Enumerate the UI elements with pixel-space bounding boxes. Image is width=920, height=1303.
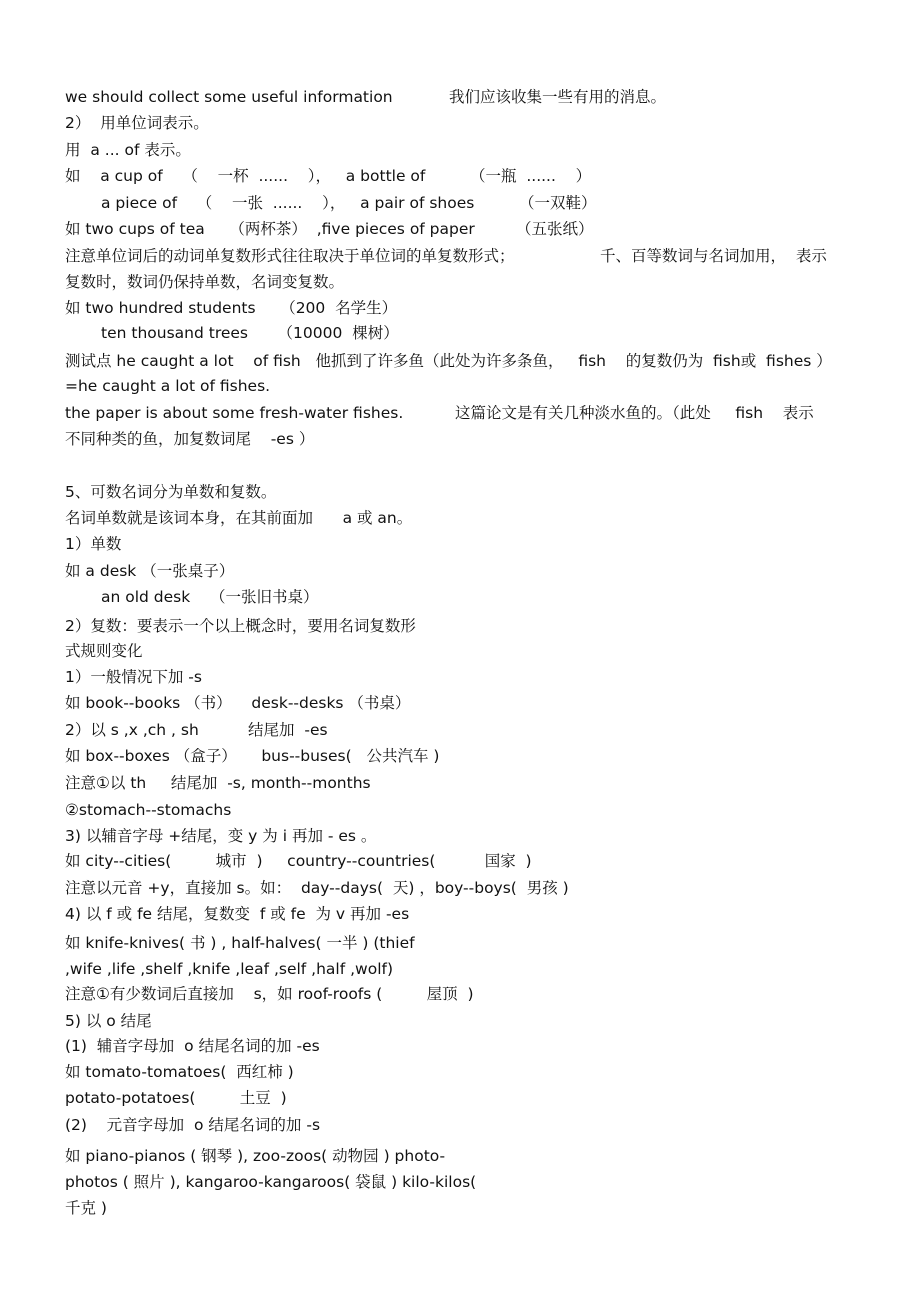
example-line: 如 piano-pianos ( 钢琴 ), zoo-zoos( 动物园 ) photo- — [65, 1147, 446, 1165]
rule-line: 3) 以辅音字母 +结尾，变 y 为 i 再加 - es 。 — [65, 827, 377, 845]
example-line-pieces-translation: （五张纸） — [516, 220, 594, 238]
note-line: 注意①以 th 结尾加 -s, month--months — [65, 774, 371, 792]
example-line: 如 knife-knives( 书 ) , half-halves( 一半 ) (thief — [65, 934, 415, 952]
rule-line: 4) 以 f 或 fe 结尾，复数变 f 或 fe 为 v 再加 -es — [65, 905, 410, 923]
example-line-pair-translation: （一双鞋） — [519, 194, 597, 212]
subheading-plural: 2）复数：要表示一个以上概念时，要用名词复数形 — [65, 617, 416, 635]
section-heading-unit-words: 2） 用单位词表示。 — [65, 114, 209, 132]
rule-line: 5) 以 o 结尾 — [65, 1012, 152, 1030]
subheading-singular: 1）单数 — [65, 535, 122, 553]
example-line-cups-pieces: 如 two cups of tea （两杯茶） ,five pieces of paper — [65, 220, 475, 238]
example-line-paper-2: 不同种类的鱼，加复数词尾 -es ） — [65, 430, 315, 448]
example-line-thousand: ten thousand trees （10000 棵树） — [101, 324, 399, 342]
example-line: potato-potatoes( 土豆 ) — [65, 1089, 287, 1107]
section-heading-countable: 5、可数名词分为单数和复数。 — [65, 483, 277, 501]
example-line: ,wife ,life ,shelf ,knife ,leaf ,self ,half ,wolf) — [65, 960, 394, 978]
example-line-paper: the paper is about some fresh-water fishes. — [65, 404, 404, 422]
example-line-bottle-translation: （一瓶 ...... ） — [470, 167, 592, 185]
note-line-unit-words: 注意单位词后的动词单复数形式往往取决于单位词的单复数形式； — [65, 247, 515, 265]
text-line: 用 a ... of 表示。 — [65, 141, 191, 159]
example-line: 如 box--boxes （盒子） bus--buses( 公共汽车 ) — [65, 747, 440, 765]
text-line-useful-info-translation — [449, 87, 666, 107]
rule-line: (1) 辅音字母加 o 结尾名词的加 -es — [65, 1037, 320, 1055]
rule-line: 2）以 s ,x ,ch , sh 结尾加 -es — [65, 721, 328, 739]
note-line: ②stomach--stomachs — [65, 801, 232, 819]
test-point-line-2: =he caught a lot of fishes. — [65, 377, 271, 395]
text-line: 式规则变化 — [65, 642, 143, 660]
example-line: 如 book--books （书） desk--desks （书桌） — [65, 694, 411, 712]
note-line-plural: 复数时，数词仍保持单数，名词变复数。 — [65, 273, 345, 291]
rule-line: 1）一般情况下加 -s — [65, 668, 202, 686]
note-line: 注意以元音 +y，直接加 s。如： day--days( 天) ，boy--boys( 男孩 ) — [65, 879, 569, 897]
line-chinese: 我们应该收集一些有用的消息。 — [449, 88, 667, 106]
example-line-cup-bottle: 如 a cup of （ 一杯 ...... ）， a bottle of — [65, 167, 426, 185]
example-line: 如 tomato-tomatoes( 西红柿 ) — [65, 1063, 294, 1081]
line-english: we should collect some useful information — [65, 88, 393, 106]
rule-line: (2) 元音字母加 o 结尾名词的加 -s — [65, 1116, 321, 1134]
test-point-line: 测试点 he caught a lot of fish 他抓到了许多鱼（此处为许多条鱼， fish 的复数仍为 fish或 fishes ） — [65, 352, 832, 370]
example-line: 如 city--cities( 城市 ) country--countries( 国家 ) — [65, 852, 532, 870]
example-line-paper-translation: 这篇论文是有关几种淡水鱼的。（此处 fish 表示 — [455, 404, 814, 422]
example-line: 千克 ) — [65, 1199, 107, 1217]
example-line-hundred: 如 two hundred students （200 名学生） — [65, 299, 398, 317]
example-line: an old desk （一张旧书桌） — [101, 588, 319, 606]
note-line: 注意①有少数词后直接加 s，如 roof-roofs ( 屋顶 ) — [65, 985, 474, 1003]
example-line: 如 a desk （一张桌子） — [65, 562, 235, 580]
text-line-useful-info — [65, 87, 393, 107]
example-line-piece-pair: a piece of （ 一张 ...... ）， a pair of shoes — [101, 194, 475, 212]
example-line: photos ( 照片 ), kangaroo-kangaroos( 袋鼠 ) kilo-kilos( — [65, 1173, 477, 1191]
text-line: 名词单数就是该词本身，在其前面加 a 或 an。 — [65, 509, 413, 527]
note-line-numerals: 千、百等数词与名词加用， 表示 — [600, 247, 827, 265]
